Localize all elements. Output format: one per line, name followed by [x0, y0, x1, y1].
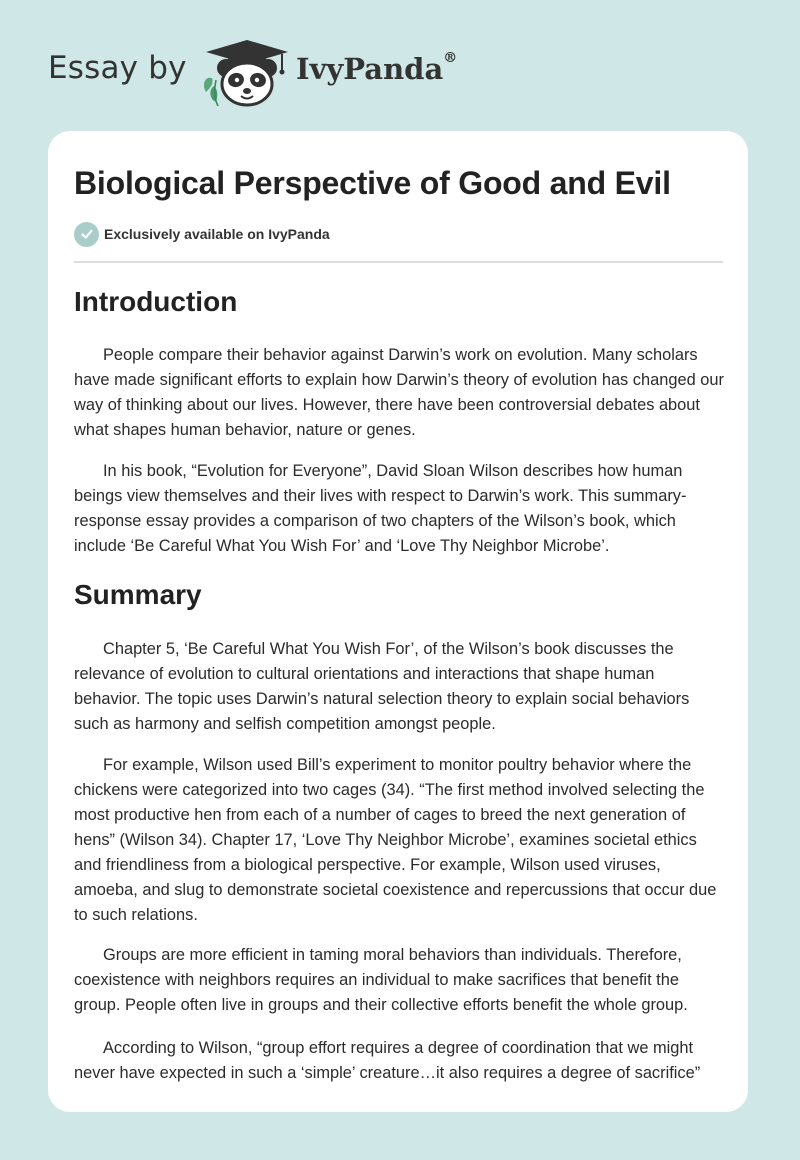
paragraph: Chapter 5, ‘Be Careful What You Wish For’, of the Wilson’s book discusses the relevance of evolution to cultural orientations and interactions that shape human behavior. The topic uses Darwin’s natural selection theory to explain social behaviors such as harmony and selfish competition amongst people.: [74, 640, 690, 733]
paragraph: In his book, “Evolution for Everyone”, David Sloan Wilson describes how human beings view themselves and their lives with respect to Darwin’s work. This summary-response essay provides a comparison of two chapters of the Wilson’s book, which include ‘Be Careful What You Wish For’ and ‘Love Thy Neighbor Microbe’.: [74, 462, 687, 555]
check-icon: [74, 222, 99, 247]
divider: [74, 261, 723, 263]
brand-name[interactable]: [296, 52, 457, 86]
paragraph: People compare their behavior against Darwin’s work on evolution. Many scholars have made significant efforts to explain how Darwin’s theory of evolution has changed our way of thinking about our lives. However, there have been controversial debates about what shapes human behavior, nature or genes.: [74, 346, 724, 439]
paragraph: Groups are more efficient in taming moral behaviors than individuals. Therefore, coexistence with neighbors requires an individual to make sacrifices that benefit the group. People often live in groups and their collective efforts benefit the whole group.: [74, 946, 688, 1014]
exclusive-badge: [74, 221, 330, 247]
site-header: [0, 0, 800, 125]
section-heading-summary: Summary: [74, 579, 202, 610]
essay-by-label: Essay by: [48, 50, 187, 86]
paragraph: For example, Wilson used Bill’s experiment to monitor poultry behavior where the chickens were categorized into two cages (34). “The first method involved selecting the most productive hen from each of a number of cages to breed the next generation of hens” (Wilson 34). Chapter 17, ‘Love Thy Neighbor Microbe’, examines societal ethics and friendliness from a biological perspective. For example, Wilson used viruses, amoeba, and slug to demonstrate societal coexistence and repercussions that occur due to such relations.: [74, 756, 717, 924]
article-card: [48, 131, 748, 1112]
article-title: Biological Perspective of Good and Evil: [74, 165, 671, 201]
section-heading-introduction: Introduction: [74, 286, 238, 317]
exclusive-label: Exclusively available on IvyPanda: [104, 226, 330, 242]
brand-label: IvyPanda: [296, 52, 444, 86]
panda-logo-icon[interactable]: [200, 36, 294, 108]
registered-mark: ®: [443, 50, 458, 66]
paragraph: According to Wilson, “group effort requires a degree of coordination that we might never have expected in such a ‘simple’ creature…it also requires a degree of sacrifice”: [74, 1039, 701, 1082]
